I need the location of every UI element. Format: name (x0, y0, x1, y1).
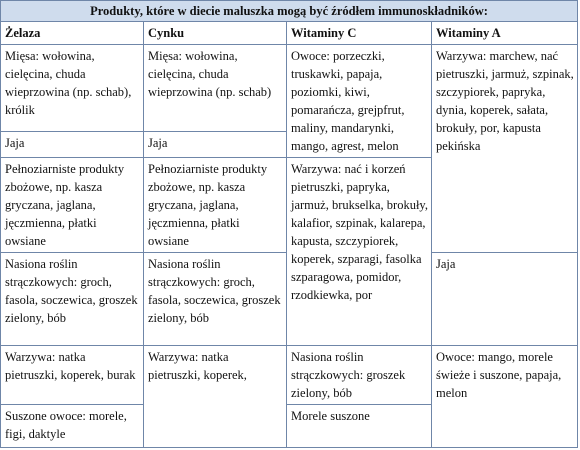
cell-witaminy-c-dried-apricots: Morele suszone (287, 405, 432, 448)
header-zelaza: Żelaza (1, 22, 144, 45)
cell-witaminy-a-eggs: Jaja (432, 253, 578, 346)
header-witaminy-a: Witaminy A (432, 22, 578, 45)
cell-zelaza-grains: Pełnoziarniste produkty zbożowe, np. kasza gryczana, jaglana, jęczmienna, płatki owsiane (1, 158, 144, 253)
cell-cynku-grains: Pełnoziarniste produkty zbożowe, np. kasza gryczana, jaglana, jęczmienna, płatki owsiane (144, 158, 287, 253)
cell-cynku-vegetables: Warzywa: natka pietruszki, koperek, (144, 346, 287, 448)
cell-cynku-meat: Mięsa: wołowina, cielęcina, chuda wieprzowina (np. schab) (144, 45, 287, 132)
cell-zelaza-eggs: Jaja (1, 132, 144, 158)
table-row (1, 45, 578, 132)
cell-witaminy-a-vegetables: Warzywa: marchew, nać pietruszki, jarmuż, szpinak, szczypiorek, papryka, dynia, koperek, sałata, brokuły, por, kapusta pekińska (432, 45, 578, 253)
cell-zelaza-dried-fruits: Suszone owoce: morele, figi, daktyle (1, 405, 144, 448)
table-row (1, 346, 578, 405)
cell-witaminy-c-legumes: Nasiona roślin strączkowych: groszek zielony, bób (287, 346, 432, 405)
cell-zelaza-legumes: Nasiona roślin strączkowych: groch, fasola, soczewica, groszek zielony, bób (1, 253, 144, 346)
header-cynku: Cynku (144, 22, 287, 45)
cell-zelaza-vegetables: Warzywa: natka pietruszki, koperek, burak (1, 346, 144, 405)
cell-cynku-legumes: Nasiona roślin strączkowych: groch, fasola, soczewica, groszek zielony, bób (144, 253, 287, 346)
table-title: Produkty, które w diecie maluszka mogą być źródłem immunoskładników: (1, 1, 578, 22)
table-title-row (1, 1, 578, 22)
cell-cynku-eggs: Jaja (144, 132, 287, 158)
cell-witaminy-a-fruits: Owoce: mango, morele świeże i suszone, papaja, melon (432, 346, 578, 448)
cell-zelaza-meat: Mięsa: wołowina, cielęcina, chuda wieprzowina (np. schab), królik (1, 45, 144, 132)
header-witaminy-c: Witaminy C (287, 22, 432, 45)
table-header-row (1, 22, 578, 45)
cell-witaminy-c-fruits: Owoce: porzeczki, truskawki, papaja, poziomki, kiwi, pomarańcza, grejpfrut, maliny, mandarynki, mango, agrest, melon (287, 45, 432, 158)
cell-witaminy-c-vegetables: Warzywa: nać i korzeń pietruszki, papryka, jarmuż, brukselka, brokuły, kalafior, szpinak, kalarepa, kapusta, szczypiorek, koperek, szparagi, fasolka szparagowa, pomidor, rzodkiewka, por (287, 158, 432, 346)
